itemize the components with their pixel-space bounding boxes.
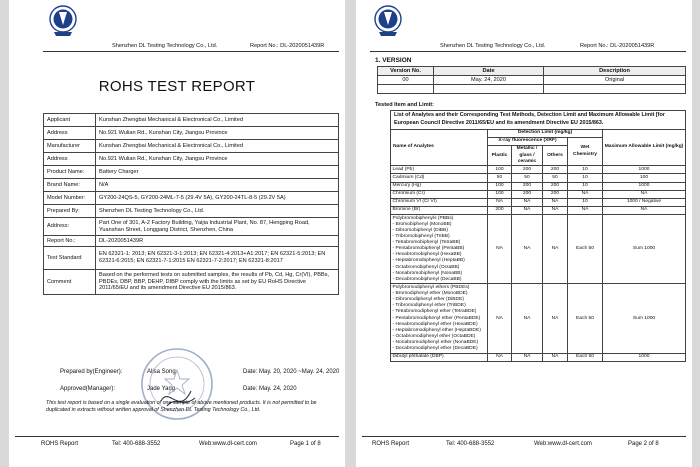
info-row bbox=[44, 205, 339, 218]
prepared-by-label: Prepared by(Engineer): bbox=[60, 369, 123, 375]
report-info-table bbox=[43, 113, 339, 295]
analyte-value: 50 bbox=[543, 174, 568, 182]
info-value: No.921 Wulian Rd., Kunshan City, Jiangsu Province bbox=[96, 127, 339, 140]
info-value: Kunshan Zhengbai Mechanical & Electronical Co., Limited bbox=[96, 140, 339, 153]
analyte-value: NA bbox=[512, 353, 543, 361]
version-no: 00 bbox=[378, 76, 434, 85]
header-divider bbox=[43, 51, 339, 52]
analyte-value: 10 bbox=[568, 174, 603, 182]
info-label: Comment bbox=[44, 270, 96, 295]
pbde-item: - Decabromodiphenyl ether (DecaBDE) bbox=[392, 346, 478, 352]
pbde-item: - Hexabromodiphenyl ether (HexaBDE) bbox=[392, 321, 478, 327]
analyte-value: NA bbox=[488, 198, 512, 206]
disclaimer-note: This test report is based on a single evaluation of one sample of above mentioned products. It is not permitted to be duplicated in extracts without written approval of Shenzhen DL Testing Technology Co., Ltd. bbox=[46, 400, 317, 413]
prepared-date: Date: May. 20, 2020 ~May. 24, 2020 bbox=[243, 369, 340, 375]
info-value: Shenzhen DL Testing Technology Co., Ltd. bbox=[96, 205, 339, 218]
info-label: Address: bbox=[44, 218, 96, 236]
limits-caption: List of Analytes and their Corresponding Test Methods, Detection Limit and Maximum Allowable Limit [for European Council Directive 2011/65/EU and its amendment Directive EU 2015/863. bbox=[391, 111, 686, 130]
analyte-name: Mercury (Hg) bbox=[391, 182, 488, 190]
approved-by-label: Approved(Manager): bbox=[60, 386, 116, 392]
col-analytes: Name of Analytes bbox=[391, 129, 488, 166]
report-page-2 bbox=[356, 0, 692, 467]
info-value: GY200-24QS-5, GY200-24ML-7-5 (29.4V 5A), GY200-24TL-8-5 (29.2V 5A) bbox=[96, 192, 339, 205]
version-col-desc: Description bbox=[544, 67, 686, 76]
pbb-value: NA bbox=[543, 215, 568, 284]
footer-web: Web:www.dl-cert.com bbox=[199, 441, 257, 447]
pbb-item: - Pentabromobiphenyl (PentaBB) bbox=[392, 246, 465, 252]
pbb-item: - Dibromobiphenyl (DiBB) bbox=[392, 227, 448, 233]
info-row bbox=[44, 218, 339, 236]
info-label: Report No.: bbox=[44, 236, 96, 247]
analyte-row bbox=[391, 206, 686, 214]
pbde-item: - Dibromodiphenyl ether (DiBDE) bbox=[392, 297, 464, 303]
header-divider bbox=[370, 51, 686, 52]
col-xrf: X-ray fluorescence (XRF) bbox=[488, 137, 568, 145]
col-metallic: Metallic / glass / ceramic bbox=[512, 145, 543, 165]
info-label: Brand Name: bbox=[44, 179, 96, 192]
info-label: Manufacturer bbox=[44, 140, 96, 153]
pbde-value: NA bbox=[488, 284, 512, 353]
analyte-value: 10 bbox=[568, 166, 603, 174]
pbde-item: - Tetrabromodiphenyl ether (TetraBDE) bbox=[392, 309, 477, 315]
pbde-item: - Nonabromodiphenyl ether (NonaBDE) bbox=[392, 340, 479, 346]
analyte-value: 10 bbox=[568, 182, 603, 190]
analyte-value: 1000 bbox=[603, 182, 686, 190]
pbb-value: Each 50 bbox=[568, 215, 603, 284]
footer-tel: Tel: 400-688-3552 bbox=[112, 441, 161, 447]
analyte-value: 200 bbox=[543, 190, 568, 198]
analyte-name: Bromine (Br) bbox=[391, 206, 488, 214]
pbb-item: - Nonabromobiphenyl (NonaBB) bbox=[392, 270, 463, 276]
analyte-value: 200 bbox=[543, 182, 568, 190]
analyte-value: NA bbox=[512, 198, 543, 206]
col-wet-chemistry: Wet Chemistry bbox=[568, 137, 603, 166]
info-value: Kunshan Zhengbai Mechanical & Electronical Co., Limited bbox=[96, 114, 339, 127]
pbde-item: - Octabromodiphenyl ether (OctaBDE) bbox=[392, 333, 476, 339]
analyte-value: 100 bbox=[488, 182, 512, 190]
info-label: Applicant bbox=[44, 114, 96, 127]
pbde-value: NA bbox=[512, 284, 543, 353]
company-logo-icon bbox=[48, 4, 78, 38]
analyte-value: NA bbox=[543, 353, 568, 361]
pbb-value: NA bbox=[488, 215, 512, 284]
col-max-limit: Maximum Allowable Limit (mg/kg) bbox=[603, 129, 686, 166]
pbde-value: NA bbox=[543, 284, 568, 353]
analyte-value: NA bbox=[603, 190, 686, 198]
pbb-item: - Heptabromobiphenyl (HeptaBB) bbox=[392, 258, 465, 264]
col-plastic: Plastic bbox=[488, 145, 512, 165]
info-value: No.921 Wulian Rd., Kunshan City, Jiangsu Province bbox=[96, 153, 339, 166]
footer-page: Page 2 of 8 bbox=[628, 441, 659, 447]
footer-page: Page 1 of 8 bbox=[290, 441, 321, 447]
analyte-value: Each 50 bbox=[568, 353, 603, 361]
pbb-row bbox=[391, 215, 686, 284]
approved-date: Date: May. 24, 2020 bbox=[243, 386, 297, 392]
analyte-value: 100 bbox=[488, 190, 512, 198]
info-row bbox=[44, 236, 339, 247]
analyte-value: 200 bbox=[512, 182, 543, 190]
pbb-item: Polybromobiphenyls (PBBs) bbox=[392, 215, 454, 221]
prepared-by-name: Alisa Song bbox=[147, 369, 176, 375]
pbb-item: - Octabromobiphenyl (OctaBB) bbox=[392, 264, 460, 270]
analyte-value: 50 bbox=[488, 174, 512, 182]
analyte-value: NA bbox=[543, 198, 568, 206]
analyte-value: 50 bbox=[512, 174, 543, 182]
analyte-name: Lead (Pb) bbox=[391, 166, 488, 174]
tested-item-heading: Tested Item and Limit: bbox=[375, 102, 434, 108]
footer-report-type: ROHS Report bbox=[372, 441, 410, 447]
analyte-value: NA bbox=[568, 190, 603, 198]
header-company: Shenzhen DL Testing Technology Co., Ltd. bbox=[112, 43, 218, 49]
analyte-value: 200 bbox=[488, 206, 512, 214]
limits-table bbox=[390, 110, 686, 362]
version-col-no: Version No. bbox=[378, 67, 434, 76]
analyte-value: NA bbox=[603, 206, 686, 214]
info-row bbox=[44, 192, 339, 205]
analyte-row bbox=[391, 353, 686, 361]
footer-web: Web:www.dl-cert.com bbox=[534, 441, 592, 447]
analyte-value: NA bbox=[543, 206, 568, 214]
header-report-no: Report No.: DL-2020051439R bbox=[580, 43, 655, 49]
pbb-item: - Hexabromobiphenyl (HexaBB) bbox=[392, 252, 462, 258]
pbb-list bbox=[391, 215, 488, 284]
analyte-value: 200 bbox=[512, 190, 543, 198]
info-label: Address bbox=[44, 153, 96, 166]
info-row bbox=[44, 166, 339, 179]
analyte-value: 200 bbox=[512, 166, 543, 174]
info-value: Part One of 301, A-2 Factory Building, Yaijia Industrial Plant, No. 87, Hengping Road, Yuanshan Street, Longgang District, Shenzhen, China bbox=[96, 218, 339, 236]
analyte-value: 200 bbox=[543, 166, 568, 174]
version-col-date: Date bbox=[434, 67, 544, 76]
info-value: Battery Charger bbox=[96, 166, 339, 179]
version-table bbox=[377, 66, 686, 94]
header-company: Shenzhen DL Testing Technology Co., Ltd. bbox=[440, 43, 546, 49]
analyte-value: 1000 / Negative bbox=[603, 198, 686, 206]
pbde-value: Each 50 bbox=[568, 284, 603, 353]
analyte-value: 100 bbox=[488, 166, 512, 174]
pbde-item: - Heptabromodiphenyl ether (HeptaBDE) bbox=[392, 327, 481, 333]
analyte-value: 1000 bbox=[603, 166, 686, 174]
version-heading: 1. VERSION bbox=[375, 57, 412, 64]
analyte-value: 100 bbox=[603, 174, 686, 182]
info-value: Based on the performed tests on submitted samples, the results of Pb, Cd, Hg, Cr(VI), PBBs, PBDEs, DBP, BBP, DEHP, DIBP comply with the limits as set by EU RoHS Directive 2011/65/EU and its amendment Directive EU 2015/863. bbox=[96, 270, 339, 295]
pbde-row bbox=[391, 284, 686, 353]
pbb-item: - Tribromobiphenyl (TriBB) bbox=[392, 233, 450, 239]
pbb-value: Sum 1000 bbox=[603, 215, 686, 284]
analyte-value: 10 bbox=[568, 198, 603, 206]
info-row bbox=[44, 140, 339, 153]
pbde-item: - Pentabromodiphenyl ether (PentaBDE) bbox=[392, 315, 481, 321]
analyte-name: Chromium (Cr) bbox=[391, 190, 488, 198]
info-label: Test Standard bbox=[44, 247, 96, 270]
info-row bbox=[44, 114, 339, 127]
pbb-item: - Decabromobiphenyl (DecaBB) bbox=[392, 276, 462, 282]
info-row bbox=[44, 153, 339, 166]
pbde-item: - Bromodiphenyl ether (MonoBDE) bbox=[392, 291, 468, 297]
pbb-item: - Bromobiphenyl (MonoBB) bbox=[392, 221, 452, 227]
col-detection-limit: Detection Limit (mg/kg) bbox=[488, 129, 603, 137]
analyte-name: Chromium VI (Cr VI) bbox=[391, 198, 488, 206]
info-row bbox=[44, 179, 339, 192]
analyte-value: NA bbox=[568, 206, 603, 214]
info-value: DL-2020051439R bbox=[96, 236, 339, 247]
analyte-row bbox=[391, 166, 686, 174]
page-title: ROHS TEST REPORT bbox=[98, 78, 256, 95]
footer-divider bbox=[362, 436, 686, 437]
pbb-item: - Tetrabromobiphenyl (TetraBB) bbox=[392, 240, 461, 246]
analyte-row bbox=[391, 190, 686, 198]
info-row bbox=[44, 247, 339, 270]
pbde-item: - Tribromodiphenyl ether (TriBDE) bbox=[392, 303, 466, 309]
info-value: N/A bbox=[96, 179, 339, 192]
info-label: Prepared By: bbox=[44, 205, 96, 218]
header-report-no: Report No.: DL-2020051439R bbox=[250, 43, 325, 49]
report-page-1 bbox=[9, 0, 345, 467]
analyte-row bbox=[391, 174, 686, 182]
footer-tel: Tel: 400-688-3552 bbox=[446, 441, 495, 447]
version-no bbox=[378, 85, 434, 94]
analyte-row bbox=[391, 198, 686, 206]
analyte-name: Cadmium (Cd) bbox=[391, 174, 488, 182]
version-date bbox=[434, 85, 544, 94]
version-desc bbox=[544, 85, 686, 94]
analyte-value: NA bbox=[512, 206, 543, 214]
analyte-value: 1000 bbox=[603, 353, 686, 361]
analyte-row bbox=[391, 182, 686, 190]
pbb-value: NA bbox=[512, 215, 543, 284]
info-value: EN 62321-1: 2013; EN 62321-3-1:2013; EN 62321-4:2013+A1:2017; EN 62321-5:2013; EN 62321-6:2015; EN 62321-7-1:2015 EN 62321-7-2:2017; EN 62321-8:2017 bbox=[96, 247, 339, 270]
footer-report-type: ROHS Report bbox=[41, 441, 79, 447]
info-row bbox=[44, 270, 339, 295]
info-label: Product Name: bbox=[44, 166, 96, 179]
approved-by-name: Jade Yang bbox=[147, 386, 176, 392]
pbde-value: Sum 1000 bbox=[603, 284, 686, 353]
info-label: Model Number: bbox=[44, 192, 96, 205]
info-label: Address bbox=[44, 127, 96, 140]
company-logo-icon bbox=[373, 4, 403, 38]
analyte-name: Dibutyl phthalate (DBP) bbox=[391, 353, 488, 361]
pbde-item: Polybromodiphenyl ethers (PBDEs) bbox=[392, 284, 470, 290]
pbde-list bbox=[391, 284, 488, 353]
footer-divider bbox=[15, 436, 339, 437]
info-row bbox=[44, 127, 339, 140]
col-others: Others bbox=[543, 145, 568, 165]
version-date: May. 24, 2020 bbox=[434, 76, 544, 85]
version-desc: Original bbox=[544, 76, 686, 85]
analyte-value: NA bbox=[488, 353, 512, 361]
